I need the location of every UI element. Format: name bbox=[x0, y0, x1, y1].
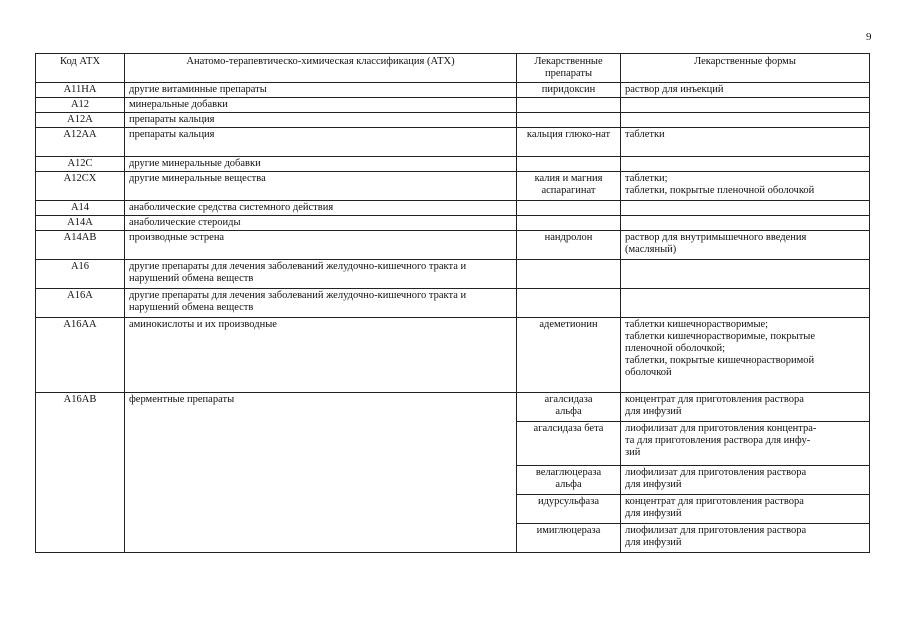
drug-form bbox=[621, 422, 870, 466]
table-row bbox=[36, 318, 870, 393]
atc-class: другие препараты для лечения заболеваний желудочно-кишечного тракта и нарушений обмена веществ bbox=[125, 289, 517, 318]
atc-class: препараты кальция bbox=[125, 113, 517, 128]
table-row bbox=[36, 98, 870, 113]
atc-class: аминокислоты и их производные bbox=[125, 318, 517, 393]
drug-name bbox=[517, 289, 621, 318]
header-classification: Анатомо-терапевтическо-химическая классификация (АТХ) bbox=[125, 54, 517, 83]
atc-class: анаболические стероиды bbox=[125, 216, 517, 231]
drug-line: имиглюцераза bbox=[536, 525, 601, 536]
drug-line: велаглюцераза bbox=[535, 467, 602, 478]
drug-name: адеметионин bbox=[517, 318, 621, 393]
form-line: для инфузий bbox=[625, 537, 682, 548]
table-row bbox=[36, 113, 870, 128]
table-row bbox=[36, 157, 870, 172]
drug-name bbox=[517, 113, 621, 128]
drug-form bbox=[621, 393, 870, 422]
atc-class: другие препараты для лечения заболеваний желудочно-кишечного тракта и нарушений обмена веществ bbox=[125, 260, 517, 289]
form-line: таблетки, покрытые кишечнорастворимой bbox=[625, 355, 815, 366]
drug-name bbox=[517, 495, 621, 524]
header-forms: Лекарственные формы bbox=[621, 54, 870, 83]
table-row bbox=[36, 260, 870, 289]
drug-form bbox=[621, 113, 870, 128]
form-line: раствор для инъекций bbox=[625, 84, 724, 95]
atc-code: A14A bbox=[36, 216, 125, 231]
form-line: оболочкой bbox=[625, 367, 672, 378]
atc-class: анаболические средства системного действия bbox=[125, 201, 517, 216]
atc-code: A12AA bbox=[36, 128, 125, 157]
table-row bbox=[36, 83, 870, 98]
drug-line: альфа bbox=[555, 406, 582, 417]
drug-form bbox=[621, 260, 870, 289]
form-line: для инфузий bbox=[625, 508, 682, 519]
drug-form bbox=[621, 128, 870, 157]
drug-name: нандролон bbox=[517, 231, 621, 260]
drug-form bbox=[621, 495, 870, 524]
table-row bbox=[36, 172, 870, 201]
table-row bbox=[36, 289, 870, 318]
atc-code: A12A bbox=[36, 113, 125, 128]
header-drugs bbox=[517, 54, 621, 83]
drug-name bbox=[517, 260, 621, 289]
drug-name: пиридоксин bbox=[517, 83, 621, 98]
drug-line: агалсидаза бета bbox=[533, 423, 604, 434]
form-line: таблетки, покрытые пленочной оболочкой bbox=[625, 185, 815, 196]
header-code: Код АТХ bbox=[36, 54, 125, 83]
table-header-row bbox=[36, 54, 870, 83]
drug-name bbox=[517, 524, 621, 553]
atc-class: другие минеральные вещества bbox=[125, 172, 517, 201]
header-drugs-line: Лекарственные bbox=[534, 56, 603, 67]
drug-line: агалсидаза bbox=[544, 394, 593, 405]
drug-name bbox=[517, 157, 621, 172]
atc-code: A14 bbox=[36, 201, 125, 216]
table-row bbox=[36, 201, 870, 216]
form-line: для инфузий bbox=[625, 479, 682, 490]
form-line: пленочной оболочкой; bbox=[625, 343, 726, 354]
atc-code: A14AB bbox=[36, 231, 125, 260]
table-row bbox=[36, 128, 870, 157]
atc-table bbox=[35, 53, 870, 553]
form-line: та для приготовления раствора для инфу- bbox=[625, 435, 811, 446]
form-line: концентрат для приготовления раствора bbox=[625, 496, 804, 507]
drug-form bbox=[621, 524, 870, 553]
form-line: таблетки bbox=[625, 129, 665, 140]
atc-code: A11HA bbox=[36, 83, 125, 98]
atc-code: A16A bbox=[36, 289, 125, 318]
drug-form bbox=[621, 466, 870, 495]
atc-code: A16AA bbox=[36, 318, 125, 393]
table-row bbox=[36, 231, 870, 260]
atc-class: другие минеральные добавки bbox=[125, 157, 517, 172]
form-line: раствор для внутримышечного введения bbox=[625, 232, 807, 243]
form-line: для инфузий bbox=[625, 406, 682, 417]
drug-name bbox=[517, 466, 621, 495]
drug-line: альфа bbox=[555, 479, 582, 490]
header-drugs-line: препараты bbox=[544, 68, 593, 79]
drug-name: кальция глюко-нат bbox=[517, 128, 621, 157]
drug-name bbox=[517, 216, 621, 231]
table-row bbox=[36, 216, 870, 231]
atc-class: производные эстрена bbox=[125, 231, 517, 260]
form-line: (масляный) bbox=[625, 244, 677, 255]
drug-form bbox=[621, 83, 870, 98]
form-line: зий bbox=[625, 447, 641, 458]
drug-form bbox=[621, 98, 870, 113]
form-line: таблетки; bbox=[625, 173, 668, 184]
form-line: лиофилизат для приготовления раствора bbox=[625, 467, 807, 478]
drug-form bbox=[621, 289, 870, 318]
atc-code: A16AB bbox=[36, 393, 125, 553]
atc-class: другие витаминные препараты bbox=[125, 83, 517, 98]
atc-class: ферментные препараты bbox=[125, 393, 517, 553]
form-line: концентрат для приготовления раствора bbox=[625, 394, 804, 405]
drug-form bbox=[621, 216, 870, 231]
form-line: лиофилизат для приготовления концентра- bbox=[625, 423, 817, 434]
atc-class: минеральные добавки bbox=[125, 98, 517, 113]
drug-name bbox=[517, 422, 621, 466]
drug-name bbox=[517, 201, 621, 216]
drug-form bbox=[621, 231, 870, 260]
form-line: таблетки кишечнорастворимые; bbox=[625, 319, 769, 330]
table-row bbox=[36, 393, 870, 422]
drug-form bbox=[621, 201, 870, 216]
atc-code: A12C bbox=[36, 157, 125, 172]
drug-line: идурсульфаза bbox=[537, 496, 600, 507]
drug-form bbox=[621, 318, 870, 393]
atc-code: A12 bbox=[36, 98, 125, 113]
form-line: таблетки кишечнорастворимые, покрытые bbox=[625, 331, 815, 342]
form-line: лиофилизат для приготовления раствора bbox=[625, 525, 807, 536]
atc-class: препараты кальция bbox=[125, 128, 517, 157]
atc-code: A16 bbox=[36, 260, 125, 289]
drug-form bbox=[621, 157, 870, 172]
drug-name bbox=[517, 98, 621, 113]
page-number: 9 bbox=[866, 31, 872, 43]
drug-name bbox=[517, 393, 621, 422]
drug-form bbox=[621, 172, 870, 201]
drug-name: калия и магния аспарагинат bbox=[517, 172, 621, 201]
atc-code: A12CX bbox=[36, 172, 125, 201]
